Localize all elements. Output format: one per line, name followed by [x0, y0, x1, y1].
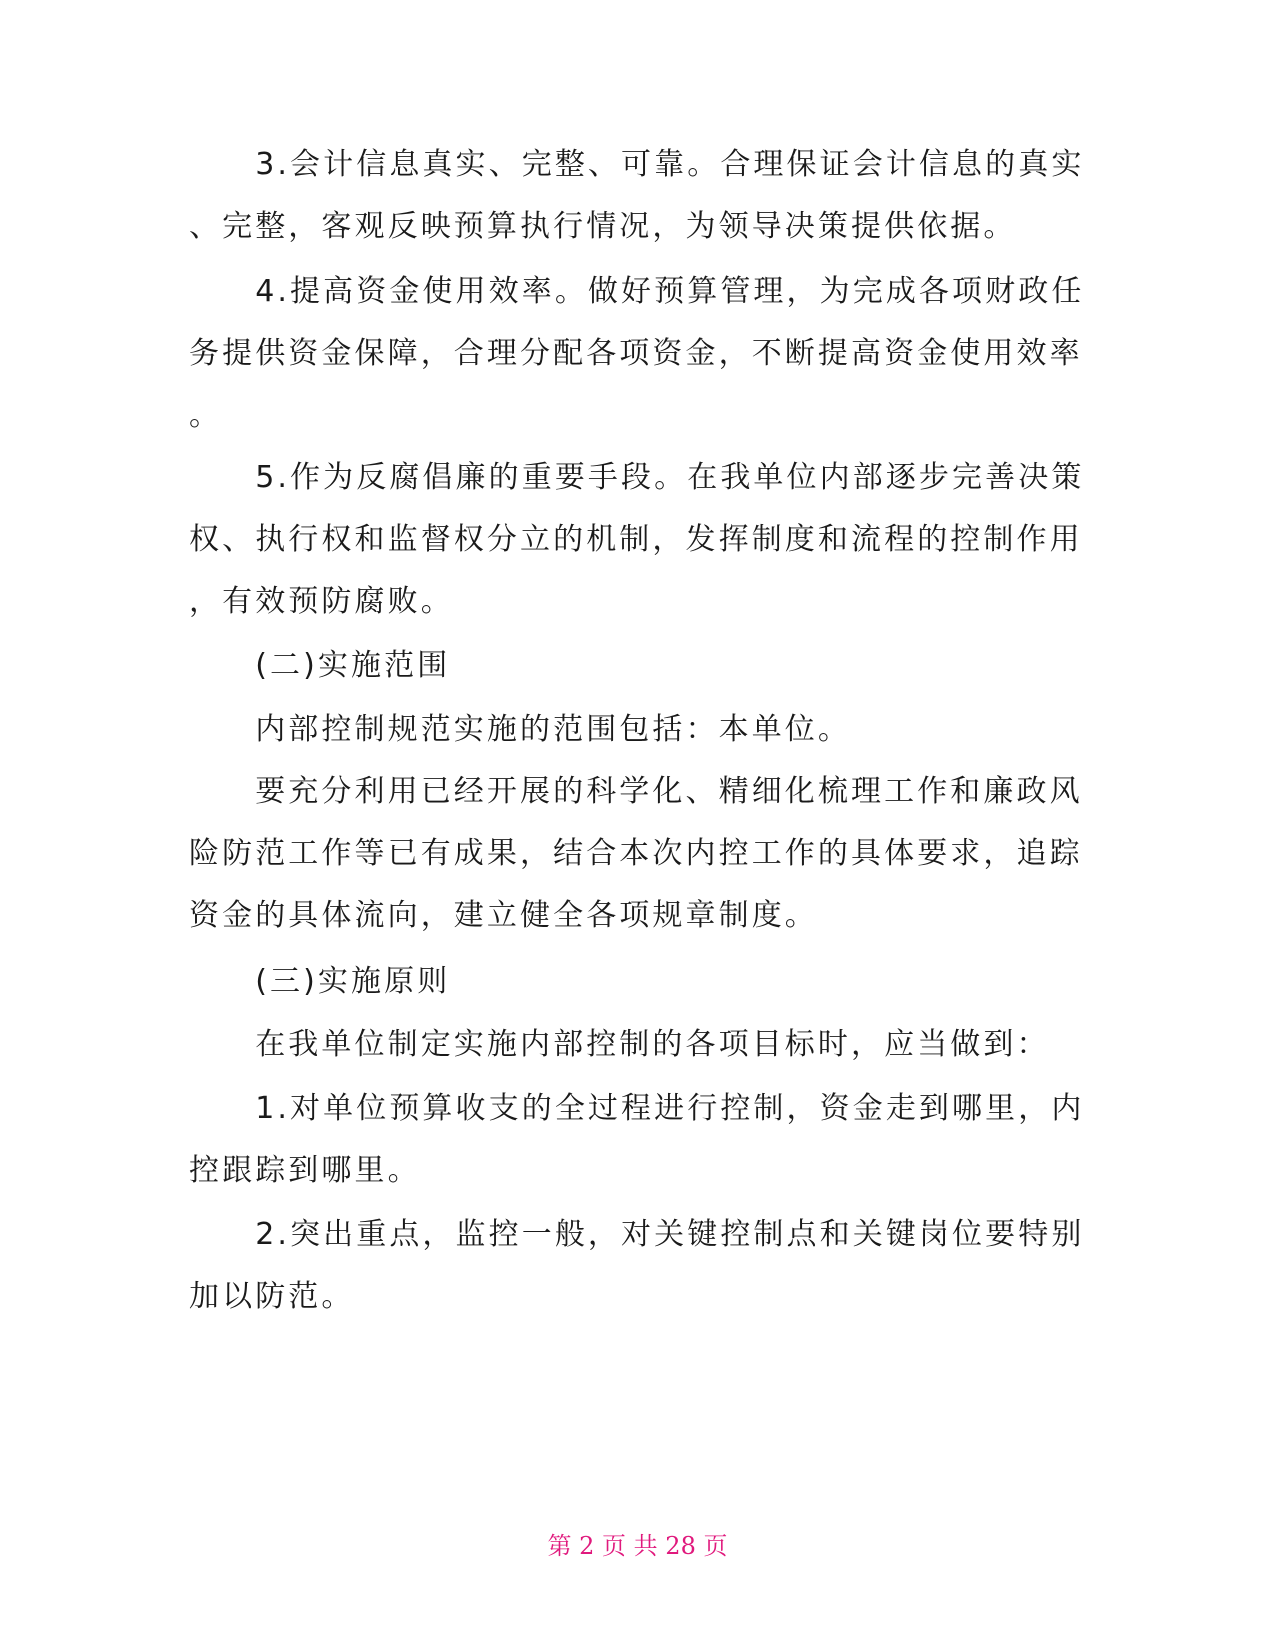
- section-heading-scope: (二)实施范围: [189, 648, 451, 683]
- text-line-5: 。: [189, 398, 223, 433]
- text-line-4: 务提供资金保障，合理分配各项资金，不断提高资金使用效率: [189, 336, 1083, 371]
- text-line-7: 权、执行权和监督权分立的机制，发挥制度和流程的控制作用: [189, 522, 1083, 557]
- text-line-11: 要充分利用已经开展的科学化、精细化梳理工作和廉政风: [189, 774, 1083, 809]
- text-line-8: ，有效预防腐败。: [189, 584, 454, 619]
- text-line-2: 、完整，客观反映预算执行情况，为领导决策提供依据。: [189, 209, 1017, 244]
- text-line-12: 险防范工作等已有成果，结合本次内控工作的具体要求，追踪: [189, 836, 1083, 871]
- text-line-19: 加以防范。: [189, 1279, 355, 1314]
- text-line-1: 3.会计信息真实、完整、可靠。合理保证会计信息的真实: [189, 147, 1085, 182]
- text-line-17: 控跟踪到哪里。: [189, 1153, 421, 1188]
- text-line-15: 在我单位制定实施内部控制的各项目标时，应当做到：: [189, 1027, 1050, 1062]
- section-heading-principles: (三)实施原则: [189, 964, 451, 999]
- text-line-10: 内部控制规范实施的范围包括：本单位。: [189, 712, 851, 747]
- text-line-18: 2.突出重点，监控一般，对关键控制点和关键岗位要特别: [189, 1217, 1085, 1252]
- text-line-6: 5.作为反腐倡廉的重要手段。在我单位内部逐步完善决策: [189, 460, 1085, 495]
- text-line-13: 资金的具体流向，建立健全各项规章制度。: [189, 898, 818, 933]
- page-number-footer: 第 2 页 共 28 页: [547, 1532, 728, 1560]
- text-line-16: 1.对单位预算收支的全过程进行控制，资金走到哪里，内: [189, 1091, 1085, 1126]
- text-line-3: 4.提高资金使用效率。做好预算管理，为完成各项财政任: [189, 274, 1085, 309]
